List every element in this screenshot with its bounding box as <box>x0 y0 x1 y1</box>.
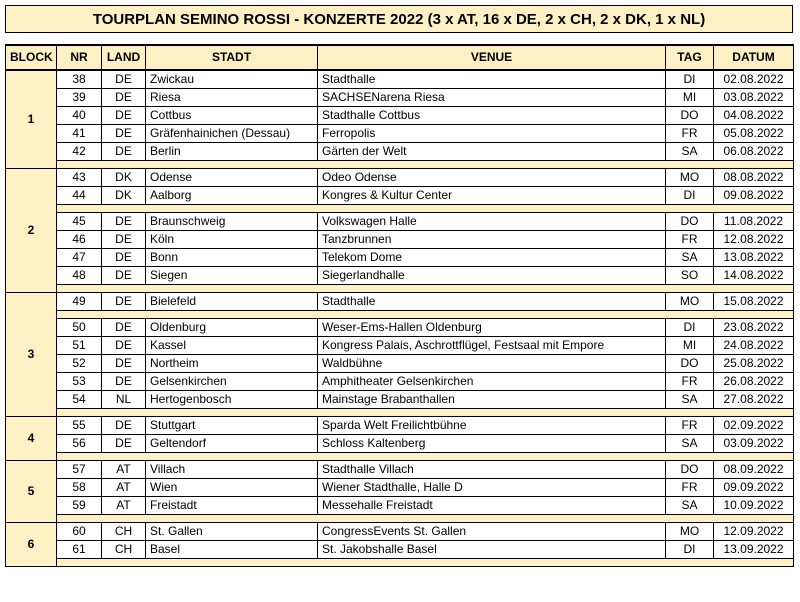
cell-tag: FR <box>666 479 714 497</box>
cell-land: DE <box>102 435 146 453</box>
cell-stadt: St. Gallen <box>146 523 318 541</box>
cell-nr: 45 <box>57 213 102 231</box>
cell-tag: SO <box>666 267 714 285</box>
cell-stadt: Stuttgart <box>146 417 318 435</box>
cell-nr: 39 <box>57 89 102 107</box>
cell-venue: Gärten der Welt <box>318 143 666 161</box>
cell-stadt: Basel <box>146 541 318 559</box>
cell-datum: 25.08.2022 <box>714 355 794 373</box>
cell-venue: Volkswagen Halle <box>318 213 666 231</box>
cell-nr: 54 <box>57 391 102 409</box>
cell-stadt: Riesa <box>146 89 318 107</box>
separator-cell <box>57 311 794 319</box>
cell-venue: CongressEvents St. Gallen <box>318 523 666 541</box>
cell-tag: MO <box>666 293 714 311</box>
cell-stadt: Kassel <box>146 337 318 355</box>
separator-cell <box>57 205 794 213</box>
cell-nr: 52 <box>57 355 102 373</box>
cell-datum: 23.08.2022 <box>714 319 794 337</box>
separator-cell <box>57 285 794 293</box>
cell-tag: FR <box>666 373 714 391</box>
separator-row <box>6 409 794 417</box>
cell-venue: Weser-Ems-Hallen Oldenburg <box>318 319 666 337</box>
table-row <box>6 355 794 373</box>
cell-land: DK <box>102 187 146 205</box>
cell-stadt: Siegen <box>146 267 318 285</box>
table-row <box>6 337 794 355</box>
cell-tag: DO <box>666 355 714 373</box>
cell-stadt: Berlin <box>146 143 318 161</box>
separator-row <box>6 285 794 293</box>
cell-stadt: Köln <box>146 231 318 249</box>
cell-datum: 09.09.2022 <box>714 479 794 497</box>
block-number: 6 <box>6 523 57 567</box>
cell-nr: 47 <box>57 249 102 267</box>
cell-stadt: Aalborg <box>146 187 318 205</box>
cell-datum: 12.09.2022 <box>714 523 794 541</box>
cell-datum: 03.09.2022 <box>714 435 794 453</box>
cell-datum: 13.09.2022 <box>714 541 794 559</box>
header-venue: VENUE <box>318 45 666 70</box>
table-row <box>6 497 794 515</box>
table-row <box>6 169 794 187</box>
cell-venue: Waldbühne <box>318 355 666 373</box>
cell-datum: 11.08.2022 <box>714 213 794 231</box>
cell-tag: FR <box>666 231 714 249</box>
header-tag: TAG <box>666 45 714 70</box>
cell-land: DE <box>102 293 146 311</box>
cell-stadt: Wien <box>146 479 318 497</box>
cell-stadt: Braunschweig <box>146 213 318 231</box>
separator-cell <box>57 161 794 169</box>
cell-stadt: Freistadt <box>146 497 318 515</box>
cell-venue: Tanzbrunnen <box>318 231 666 249</box>
cell-nr: 38 <box>57 70 102 89</box>
cell-venue: Sparda Welt Freilichtbühne <box>318 417 666 435</box>
cell-land: NL <box>102 391 146 409</box>
table-row <box>6 319 794 337</box>
cell-nr: 61 <box>57 541 102 559</box>
separator-row <box>6 559 794 567</box>
tour-table <box>5 44 794 567</box>
table-row <box>6 70 794 89</box>
table-row <box>6 143 794 161</box>
cell-nr: 55 <box>57 417 102 435</box>
cell-nr: 46 <box>57 231 102 249</box>
table-row <box>6 89 794 107</box>
cell-tag: DI <box>666 70 714 89</box>
separator-row <box>6 515 794 523</box>
table-row <box>6 417 794 435</box>
cell-stadt: Gelsenkirchen <box>146 373 318 391</box>
cell-tag: MO <box>666 169 714 187</box>
cell-tag: SA <box>666 497 714 515</box>
cell-tag: SA <box>666 391 714 409</box>
table-row <box>6 249 794 267</box>
cell-land: DE <box>102 417 146 435</box>
separator-cell <box>57 515 794 523</box>
cell-land: DE <box>102 125 146 143</box>
separator-cell <box>57 559 794 567</box>
cell-stadt: Hertogenbosch <box>146 391 318 409</box>
cell-datum: 02.08.2022 <box>714 70 794 89</box>
cell-venue: Mainstage Brabanthallen <box>318 391 666 409</box>
table-row <box>6 373 794 391</box>
cell-nr: 43 <box>57 169 102 187</box>
cell-venue: Amphitheater Gelsenkirchen <box>318 373 666 391</box>
cell-land: CH <box>102 523 146 541</box>
separator-cell <box>57 453 794 461</box>
header-block: BLOCK <box>6 45 57 70</box>
cell-stadt: Odense <box>146 169 318 187</box>
cell-stadt: Bonn <box>146 249 318 267</box>
cell-stadt: Cottbus <box>146 107 318 125</box>
cell-venue: Ferropolis <box>318 125 666 143</box>
cell-tag: DO <box>666 107 714 125</box>
cell-datum: 05.08.2022 <box>714 125 794 143</box>
table-row <box>6 213 794 231</box>
cell-nr: 49 <box>57 293 102 311</box>
cell-land: AT <box>102 461 146 479</box>
table-row <box>6 293 794 311</box>
cell-nr: 51 <box>57 337 102 355</box>
cell-venue: Stadthalle Villach <box>318 461 666 479</box>
header-nr: NR <box>57 45 102 70</box>
cell-venue: Kongress Palais, Aschrottflügel, Festsaal mit Empore <box>318 337 666 355</box>
cell-stadt: Oldenburg <box>146 319 318 337</box>
cell-tag: MI <box>666 89 714 107</box>
cell-datum: 27.08.2022 <box>714 391 794 409</box>
cell-venue: SACHSENarena Riesa <box>318 89 666 107</box>
cell-land: DE <box>102 231 146 249</box>
cell-stadt: Villach <box>146 461 318 479</box>
table-row <box>6 187 794 205</box>
cell-land: DE <box>102 355 146 373</box>
cell-tag: MI <box>666 337 714 355</box>
cell-tag: MO <box>666 523 714 541</box>
header-datum: DATUM <box>714 45 794 70</box>
separator-row <box>6 453 794 461</box>
cell-datum: 02.09.2022 <box>714 417 794 435</box>
cell-land: DE <box>102 89 146 107</box>
cell-venue: Kongres & Kultur Center <box>318 187 666 205</box>
cell-nr: 59 <box>57 497 102 515</box>
cell-venue: Telekom Dome <box>318 249 666 267</box>
cell-land: DE <box>102 249 146 267</box>
cell-datum: 08.08.2022 <box>714 169 794 187</box>
cell-land: CH <box>102 541 146 559</box>
cell-datum: 08.09.2022 <box>714 461 794 479</box>
page-title: TOURPLAN SEMINO ROSSI - KONZERTE 2022 (3 x AT, 16 x DE, 2 x CH, 2 x DK, 1 x NL) <box>5 5 793 33</box>
cell-tag: DO <box>666 461 714 479</box>
cell-venue: Messehalle Freistadt <box>318 497 666 515</box>
cell-tag: DO <box>666 213 714 231</box>
table-row <box>6 107 794 125</box>
cell-datum: 04.08.2022 <box>714 107 794 125</box>
cell-land: DE <box>102 70 146 89</box>
cell-land: AT <box>102 497 146 515</box>
cell-nr: 53 <box>57 373 102 391</box>
cell-tag: DI <box>666 187 714 205</box>
table-row <box>6 461 794 479</box>
block-number: 4 <box>6 417 57 461</box>
cell-venue: Odeo Odense <box>318 169 666 187</box>
cell-nr: 57 <box>57 461 102 479</box>
cell-nr: 40 <box>57 107 102 125</box>
cell-venue: Stadthalle <box>318 70 666 89</box>
cell-land: DE <box>102 143 146 161</box>
cell-land: DE <box>102 107 146 125</box>
cell-land: DE <box>102 267 146 285</box>
block-number: 1 <box>6 70 57 169</box>
table-row <box>6 523 794 541</box>
cell-datum: 09.08.2022 <box>714 187 794 205</box>
cell-land: DK <box>102 169 146 187</box>
cell-tag: DI <box>666 541 714 559</box>
cell-nr: 42 <box>57 143 102 161</box>
cell-tag: SA <box>666 249 714 267</box>
cell-datum: 03.08.2022 <box>714 89 794 107</box>
cell-venue: Siegerlandhalle <box>318 267 666 285</box>
cell-venue: Stadthalle Cottbus <box>318 107 666 125</box>
table-header-row <box>6 45 794 70</box>
block-number: 5 <box>6 461 57 523</box>
separator-row <box>6 205 794 213</box>
separator-cell <box>57 409 794 417</box>
separator-row <box>6 311 794 319</box>
cell-land: DE <box>102 213 146 231</box>
cell-tag: FR <box>666 125 714 143</box>
header-land: LAND <box>102 45 146 70</box>
table-row <box>6 479 794 497</box>
cell-nr: 60 <box>57 523 102 541</box>
cell-datum: 26.08.2022 <box>714 373 794 391</box>
cell-nr: 50 <box>57 319 102 337</box>
cell-stadt: Gräfenhainichen (Dessau) <box>146 125 318 143</box>
cell-stadt: Geltendorf <box>146 435 318 453</box>
cell-stadt: Bielefeld <box>146 293 318 311</box>
cell-datum: 24.08.2022 <box>714 337 794 355</box>
cell-nr: 58 <box>57 479 102 497</box>
cell-venue: Wiener Stadthalle, Halle D <box>318 479 666 497</box>
cell-land: DE <box>102 337 146 355</box>
cell-land: DE <box>102 319 146 337</box>
cell-nr: 44 <box>57 187 102 205</box>
cell-datum: 06.08.2022 <box>714 143 794 161</box>
cell-land: DE <box>102 373 146 391</box>
cell-venue: Schloss Kaltenberg <box>318 435 666 453</box>
cell-datum: 14.08.2022 <box>714 267 794 285</box>
cell-nr: 56 <box>57 435 102 453</box>
block-number: 2 <box>6 169 57 293</box>
table-row <box>6 267 794 285</box>
table-row <box>6 391 794 409</box>
cell-tag: FR <box>666 417 714 435</box>
separator-row <box>6 161 794 169</box>
cell-datum: 13.08.2022 <box>714 249 794 267</box>
cell-land: AT <box>102 479 146 497</box>
cell-venue: St. Jakobshalle Basel <box>318 541 666 559</box>
cell-tag: DI <box>666 319 714 337</box>
cell-venue: Stadthalle <box>318 293 666 311</box>
block-number: 3 <box>6 293 57 417</box>
cell-tag: SA <box>666 435 714 453</box>
table-row <box>6 435 794 453</box>
table-row <box>6 541 794 559</box>
cell-nr: 41 <box>57 125 102 143</box>
table-row <box>6 125 794 143</box>
cell-nr: 48 <box>57 267 102 285</box>
cell-tag: SA <box>666 143 714 161</box>
cell-stadt: Zwickau <box>146 70 318 89</box>
cell-stadt: Northeim <box>146 355 318 373</box>
cell-datum: 10.09.2022 <box>714 497 794 515</box>
table-row <box>6 231 794 249</box>
cell-datum: 15.08.2022 <box>714 293 794 311</box>
cell-datum: 12.08.2022 <box>714 231 794 249</box>
tour-body <box>6 70 794 567</box>
header-stadt: STADT <box>146 45 318 70</box>
